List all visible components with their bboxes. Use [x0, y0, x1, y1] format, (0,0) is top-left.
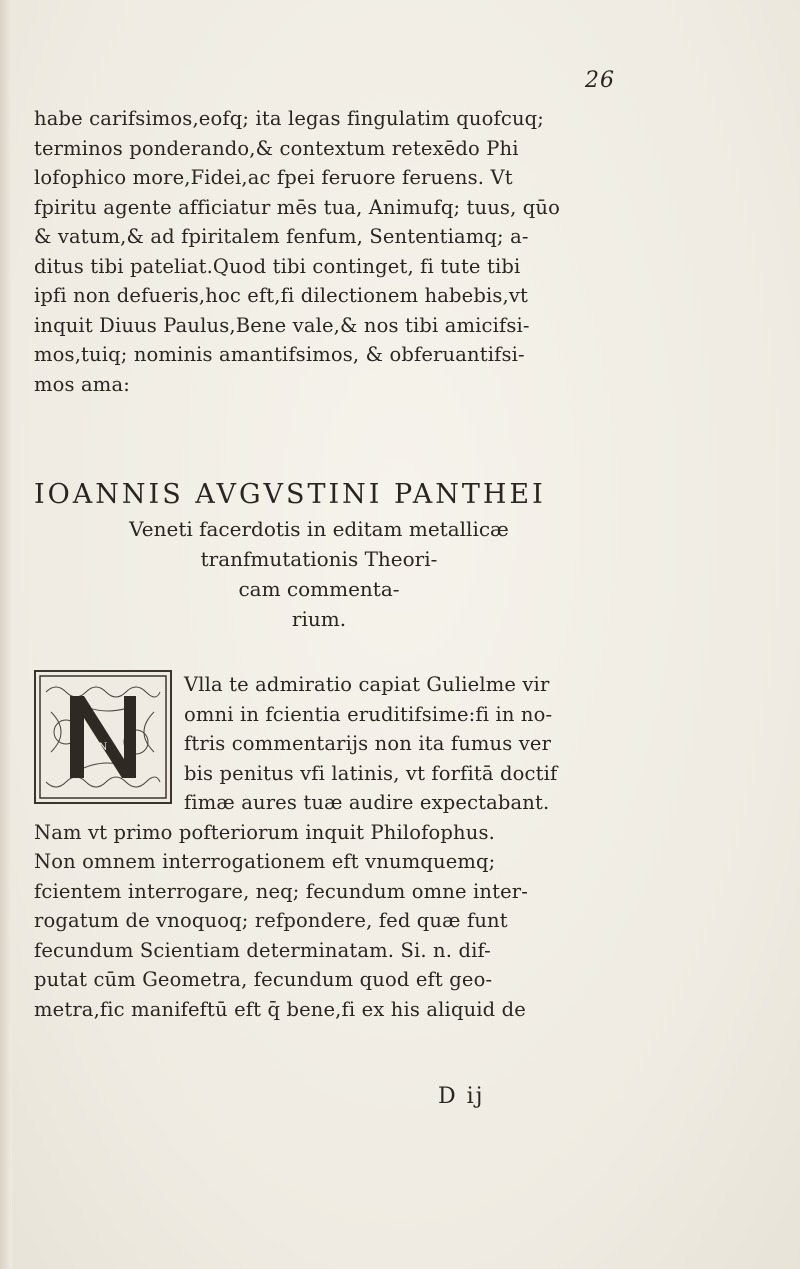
text-line: mos,tuiq; nominis amantifsimos, & obferuantifsi- [34, 343, 525, 366]
heading-author: IOANNIS AVGVSTINI PANTHEI [34, 479, 546, 510]
text-line: & vatum,& ad fpiritalem fenfum, Sententiamq; a- [34, 225, 529, 248]
text-line: terminos ponderando,& contextum retexēdo Phi [34, 136, 519, 160]
text-line: ftris commentarijs non ita fumus ver [184, 732, 552, 755]
text-line: rogatum de vnoquoq; refpondere, fed quæ funt [34, 909, 508, 932]
commentary-paragraph [34, 670, 604, 1024]
folio-number: 26 [585, 68, 615, 93]
decorated-initial [34, 670, 172, 804]
text-line: ipfi non defueris,hoc eft,fi dilectionem habebis,vt [34, 284, 529, 307]
text-line: Non omnem interrogationem eft vnumquemq; [34, 850, 496, 873]
heading-line: cam commenta- [238, 577, 400, 601]
text-line: fimæ aures tuæ audire expectabant. [184, 791, 550, 814]
text-line: Nam vt primo pofteriorum inquit Philofophus. [34, 820, 495, 844]
signature-mark: D ij [438, 1084, 485, 1109]
page-gutter [0, 0, 12, 1269]
text-line: putat cūm Geometra, fecundum quod eft geo- [34, 968, 493, 991]
heading-line: Veneti facerdotis in editam metallicæ [129, 517, 509, 541]
text-line: fecundum Scientiam determinatam. Si. n. dif- [34, 938, 491, 962]
heading-line: rium. [291, 607, 347, 631]
opening-paragraph [34, 104, 604, 399]
text-line: Vlla te admiratio capiat Gulielme vir [184, 673, 550, 696]
decorated-initial-n-icon [36, 672, 170, 802]
text-line: fcientem interrogare, neq; fecundum omne inter- [34, 879, 528, 903]
text-line: fpiritu agente afficiatur mēs tua, Animufq; tuus, qūo [34, 195, 561, 219]
text-line: bis penitus vfi latinis, vt forfitā doctif [184, 761, 558, 785]
text-line: habe carifsimos,eofq; ita legas fingulatim quofcuq; [34, 107, 545, 130]
drop-cap-letter: N [98, 742, 108, 753]
text-line: lofophico more,Fidei,ac fpei feruore feruens. Vt [34, 166, 513, 189]
text-line: inquit Diuus Paulus,Bene vale,& nos tibi amicifsi- [34, 313, 530, 337]
heading-line: tranfmutationis Theori- [200, 547, 438, 571]
section-heading [34, 476, 604, 634]
text-line: mos ama: [34, 372, 130, 396]
text-line: metra,fic manifeftū eft q̄ bene,fi ex his aliquid de [34, 997, 526, 1021]
text-line: omni in fcientia eruditifsime:fi in no- [184, 702, 553, 726]
text-line: ditus tibi pateliat.Quod tibi continget, fi tute tibi [34, 254, 521, 278]
